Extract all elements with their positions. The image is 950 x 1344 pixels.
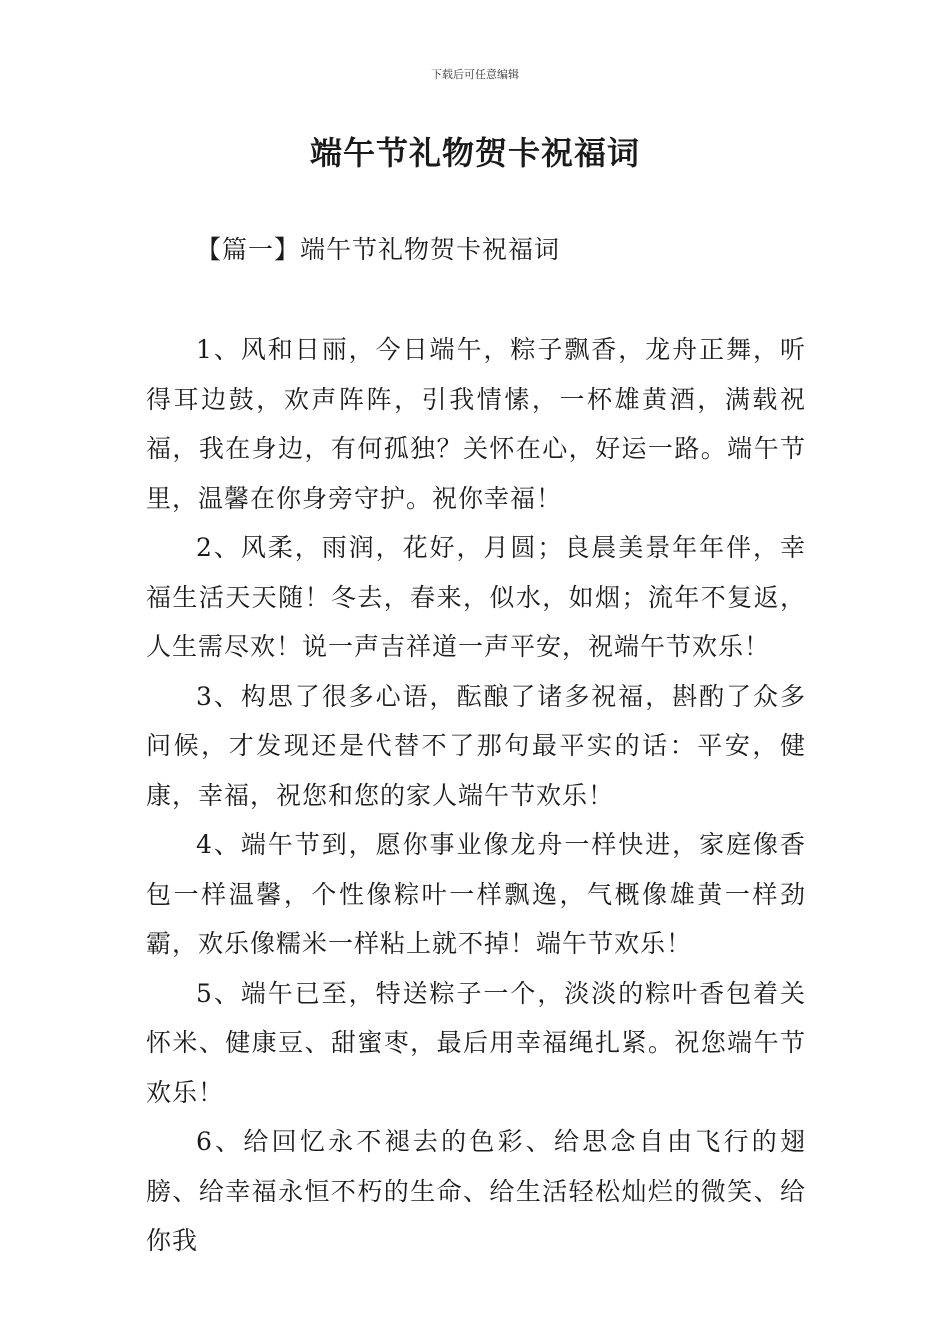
paragraph: 6、给回忆永不褪去的色彩、给思念自由飞行的翅膀、给幸福永恒不朽的生命、给生活轻松灿烂的微笑、给你我 [146,1127,806,1255]
header-note: 下载后可任意编辑 [431,68,519,81]
document-body [146,325,806,1266]
paragraph: 5、端午已至，特送粽子一个，淡淡的粽叶香包着关怀米、健康豆、甜蜜枣，最后用幸福绳扎紧。祝您端午节欢乐！ [146,978,806,1107]
paragraph: 3、构思了很多心语，酝酿了诸多祝福，斟酌了众多问候，才发现还是代替不了那句最平实的话：平安，健康，幸福，祝您和您的家人端午节欢乐！ [146,681,806,810]
section-heading: 【篇一】端午节礼物贺卡祝福词 [196,235,561,264]
paragraph: 4、端午节到，愿你事业像龙舟一样快进，家庭像香包一样温馨，个性像粽叶一样飘逸，气概像雄黄一样劲霸，欢乐像糯米一样粘上就不掉！端午节欢乐！ [146,830,806,958]
paragraph: 2、风柔，雨润，花好，月圆；良晨美景年年伴，幸福生活天天随！冬去，春来，似水，如烟；流年不复返，人生需尽欢！说一声吉祥道一声平安，祝端午节欢乐！ [146,533,806,661]
paragraph: 1、风和日丽，今日端午，粽子飘香，龙舟正舞，听得耳边鼓，欢声阵阵，引我情愫，一杯雄黄酒，满载祝福，我在身边，有何孤独？关怀在心，好运一路。端午节里，温馨在你身旁守护。祝你幸福！ [146,335,806,513]
document-title: 端午节礼物贺卡祝福词 [309,134,640,172]
